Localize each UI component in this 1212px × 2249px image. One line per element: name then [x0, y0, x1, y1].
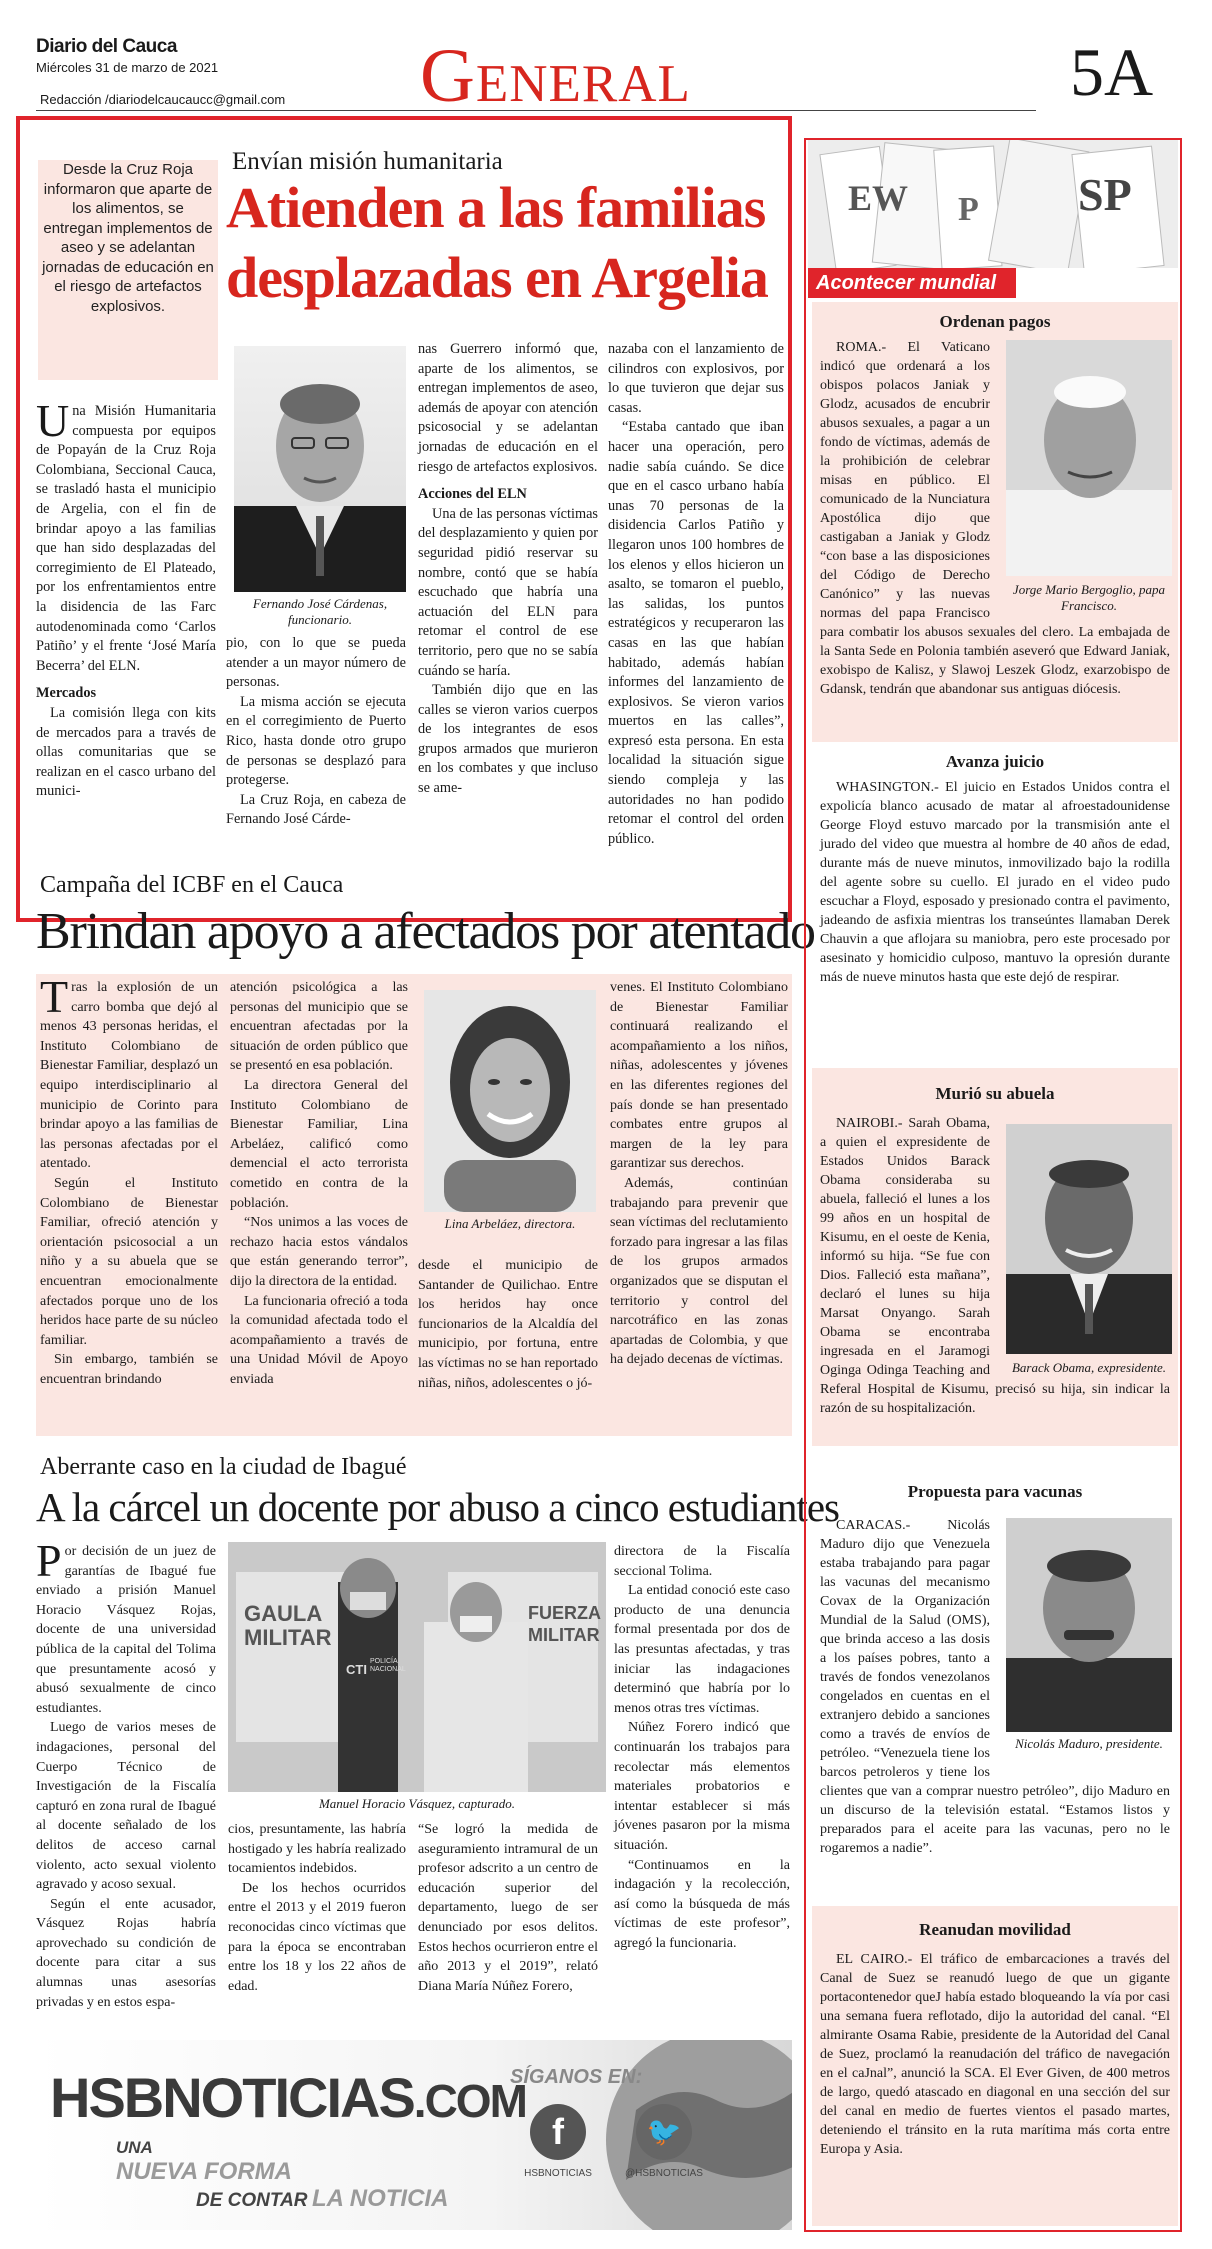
twitter-icon[interactable]: 🐦 — [636, 2104, 692, 2160]
ad-follow-label: SÍGANOS EN: — [510, 2066, 643, 2088]
art1-col1-p1: Una Misión Humanitaria compuesta por equipos de Popayán de la Cruz Roja Colombiana, Seccional Cauca, se trasladó hasta el municipio de Argelia, con el fin de brindar apoyo a las familias que han sido desplazadas del corregimiento de El Plateado, por los enfrentamientos entre la disidencia de las Farc autodenominada como ‘Carlos Patiño’ y el frente ‘José María Becerra’ del ELN. — [36, 395, 216, 674]
ad-brand-noticias: NOTICIAS — [162, 2066, 414, 2129]
portrait-man-icon — [234, 346, 406, 592]
news4-photo-caption: Nicolás Maduro, presidente. — [1015, 1736, 1163, 1751]
art1-col1-p2: La comisión llega con kits de mercados para a través de ollas comunitarias que se realizan en el casco urbano del munici- — [36, 704, 216, 800]
art1-col2-p2: La misma acción se ejecuta en el corregimiento de Puerto Rico, hasta donde otro grupo de personas se desplazó para protegerse. — [226, 693, 406, 789]
svg-text:SP: SP — [1078, 169, 1132, 220]
art2-col1-p3: Sin embargo, también se encuentran brindando — [40, 1352, 218, 1387]
art1-col3 — [418, 340, 598, 799]
art2-col4-p1: venes. El Instituto Colombiano de Bienestar Familiar continuará realizando el acompañamiento a los niños, niñas, adolescentes y jóvenes en las diferentes regiones del país donde se han presentado combates entre grupos al margen de la ley para garantizar sus derechos. — [610, 980, 788, 1172]
art3-col3 — [418, 1820, 598, 1996]
masthead-date: Miércoles 31 de marzo de 2021 — [36, 60, 219, 75]
art1-subhead-eln: Acciones del ELN — [418, 486, 527, 503]
art1-headline-2: desplazadas en Argelia — [226, 245, 768, 310]
art1-pull-quote: Desde la Cruz Roja informaron que aparte de los alimentos, se entregan implementos de aseo y se adelantan jornadas de educación en el riesgo de artefactos explosivos. — [38, 160, 218, 380]
news3-text: NAIROBI.- Sarah Obama, a quien el expresidente de Estados Unidos Barack Obama consideraba su abuela, falleció el lunes a los 99 años en un hospital de Kisumu, en el oeste de Kenia, informó su hija. “Se fue con Dios. Falleció esta mañana”, declaró el lunes su hija Marsat Onyango. Sarah Obama se encontraba ingresada en el Jaramogi Oginga Odinga Teaching and Referal Hospital de Kisumu, precisó su hija, sin indicar la razón de su hospitalización. — [820, 1116, 1170, 1416]
art2-col1-p2: Según el Instituto Colombiano de Bienestar Familiar, ofreció atención y orientación psicosocial a un niño y a su abuela que se encuentran emocionalmente afectados porque uno de los heridos hace parte de su núcleo familiar. — [40, 1175, 218, 1348]
art1-kicker: Envían misión humanitaria — [232, 148, 503, 175]
ad-tag-una: UNA — [116, 2138, 153, 2157]
art1-headline-1: Atienden a las familias — [226, 175, 766, 240]
art3-photo-caption: Manuel Horacio Vásquez, capturado. — [318, 1796, 516, 1811]
art3-kicker: Aberrante caso en la ciudad de Ibagué — [40, 1454, 407, 1480]
art1-col3-p3: También dijo que en las calles se vieron varios cuerpos de los integrantes de esos grupos armados que murieron en los combates y que incluso se ame- — [418, 682, 598, 797]
art1-col1 — [36, 395, 216, 802]
art2-photo-caption: Lina Arbeláez, directora. — [444, 1216, 576, 1231]
art2-kicker: Campaña del ICBF en el Cauca — [40, 872, 344, 898]
art2-col3 — [418, 1256, 598, 1393]
art2-col1 — [40, 971, 218, 1389]
ad-banner[interactable] — [36, 2040, 792, 2230]
art3-col2 — [228, 1820, 406, 1996]
art3-photo — [228, 1542, 606, 1792]
art1-col2-p3: La Cruz Roja, en cabeza de Fernando José Cárde- — [226, 791, 406, 828]
art3-col1 — [36, 1535, 216, 2012]
news2-title: Avanza juicio — [945, 752, 1045, 771]
art1-col4 — [608, 340, 784, 849]
art3-photo-sign-1: GAULA MILITAR — [244, 1601, 332, 1650]
masthead-contact: Redacción /diariodelcaucaucc@gmail.com — [40, 92, 286, 107]
art1-subhead-mercados: Mercados — [36, 685, 97, 702]
ad-tag-la-noticia: LA NOTICIA — [312, 2185, 449, 2212]
art2-col2-p2: La directora General del Instituto Colombiano de Bienestar Familiar, Lina Arbeláez, calificó como demencial el acto terrorista cometido en contra de la población. — [230, 1077, 408, 1211]
art3-col3-p1: “Se logró la medida de aseguramiento intramural de un profesor adscrito a un centro de educación superior del departamento, luego de ser denunciado por esos delitos. Estos hechos ocurrieron entre el año 2013 y el 2019”, relató Diana María Núñez Forero, — [418, 1822, 598, 1994]
sidebar-header-image — [808, 140, 1178, 268]
art3-headline: A la cárcel un docente por abuso a cinco estudiantes — [36, 1484, 839, 1530]
art1-photo — [234, 346, 406, 592]
art3-col4 — [614, 1542, 790, 1953]
art2-col2 — [230, 978, 408, 1389]
ad-tag-nueva-forma: NUEVA FORMA — [116, 2158, 292, 2185]
art2-col2-p3: “Nos unimos a las voces de rechazo hacia estos vándalos que están generando terror”, dijo la directora de la entidad. — [230, 1215, 408, 1289]
art3-col1-p1: Por decisión de un juez de garantías de Ibagué fue enviado a prisión Manuel Horacio Vásquez Rojas, docente de una universidad pública de la capital del Tolima que presuntamente acosó y abusó sexualmente de cinco estudiantes. — [36, 1535, 216, 1716]
news3-photo-caption: Barack Obama, expresidente. — [1011, 1360, 1167, 1375]
art3-photo-police: POLICÍA NACIONAL — [370, 1658, 406, 1673]
news5-text: EL CAIRO.- El tráfico de embarcaciones a través del Canal de Suez se reanudó luego de que un gigante portacontenedor queJ había estado bloqueando la vía por casi una semana fuera reflotado, dijo la autoridad del canal. “El almirante Osama Rabie, presidente de la Autoridad del Canal de Suez, proclamó la reanudación del tráfico de navegación en el caJnal”, anunció la SCA. El Ever Given, de 400 metros de largo, quedó atascado en diagonal en una sección del sur del canal en medio de fuertes vientos el pasado martes, deteniendo el tránsito en la ruta marítima más corta entre Europa y Asia. — [820, 1952, 1170, 2157]
news1-text: ROMA.- El Vaticano indicó que ordenará a los obispos polacos Janiak y Glodz, acusados de encubrir abusos sexuales, a pagar a un fondo de víctimas, además de la prohibición de celebrar misas en público. El comunicado de la Nunciatura Apostólica dijo que castigaban a Janiak y Glodz “con base a las disposiciones del Código de Derecho Canónico” y las nuevas normas del papa Francisco para combatir los abusos sexuales del clero. La embajada de la Santa Sede en Polonia también aseveró que Edward Janiak, exobispo de Kalisz, y Slawoj Leszek Glodz, exarzobispo de Gdansk, tendrán que abandonar sus antiguas diócesis. — [820, 340, 1170, 697]
news4-text: CARACAS.- Nicolás Maduro dijo que Venezuela estaba trabajando para pagar las vacunas del mecanismo Covax de la Organización Mundial de la Salud (OMS), que brinda acceso a las dosis a los países pobres, tanto a través de fondos venezolanos congelados en cuentas en el extranjero debido a sanciones como a través de envíos de petróleo. “Venezuela tiene los barcos petroleros y tiene los clientes que van a comprar nuestro petróleo”, dijo Maduro en un discurso de la televisión estatal. “Estamos listos y preparados para el aceite para las vacunas, pero no le rogaremos a nadie”. — [820, 1518, 1170, 1856]
facebook-icon[interactable]: f — [530, 2104, 586, 2160]
art2-col3-p1: desde el municipio de Santander de Quilichao. Entre los heridos hay once funcionarios de la Alcaldía del municipio, por fortuna, entre las víctimas no se han reportado niñas, niños, adolescentes o jó- — [418, 1258, 599, 1391]
art2-headline: Brindan apoyo a afectados por atentado — [36, 903, 815, 960]
art2-col4 — [610, 978, 788, 1370]
art3-col4-p3: Núñez Forero indicó que continuarán los trabajos para recolectar más elementos materiales probatorios e intentar establecer si más jóvenes pasaron por la misma situación. — [614, 1720, 790, 1853]
art1-col4-p1: nazaba con el lanzamiento de cilindros con explosivos, por lo que tuvieron que dejar sus casas. — [608, 341, 784, 416]
news4-title: Propuesta para vacunas — [907, 1482, 1083, 1501]
art3-col4-p1: directora de la Fiscalía seccional Tolima. — [614, 1544, 790, 1579]
art3-col4-p4: “Continuamos en la indagación y la recolección, así como la búsqueda de más víctimas de este profesor”, agregó la funcionaria. — [614, 1857, 790, 1951]
art1-col2-p1: pio, con lo que se pueda atender a un mayor número de personas. — [226, 635, 406, 691]
news5-title: Reanudan movilidad — [919, 1920, 1071, 1939]
art3-col2-p1: cios, presuntamente, las habría hostigado y les habría realizado tocamientos indebidos. — [228, 1822, 406, 1877]
masthead-paper-name: Diario del Cauca — [36, 36, 177, 57]
section-title: General — [420, 34, 691, 118]
news1-photo-caption: Jorge Mario Bergoglio, papa Francisco. — [1012, 582, 1166, 613]
sidebar-banner: Acontecer mundial — [808, 268, 1016, 298]
ad-fb-handle: HSBNOTICIAS — [524, 2168, 592, 2179]
art3-col4-p2: La entidad conoció este caso producto de una denuncia formal presentada por dos de las presuntas afectadas, y tras iniciar las indagaciones determinó que habría por lo menos otras tres víctimas. — [614, 1583, 790, 1716]
news1-title: Ordenan pagos — [939, 312, 1051, 331]
art3-photo-sign-2: FUERZA MILITAR — [528, 1603, 601, 1645]
art2-photo — [424, 990, 596, 1212]
svg-text:P: P — [958, 191, 979, 228]
newspapers-icon — [808, 140, 1178, 268]
news2-text: WHASINGTON.- El juicio en Estados Unidos contra el expolicía blanco acusado de matar al afroestadounidense George Floyd estuvo marcado por la transmisión ante el jurado del video que muestra al hombre de 40 años de edad, durante más de nueve minutos, inmovilizado bajo la rodilla del agente sobre su cuello. El jurado en el video pudo escuchar a Floyd, esposado y presionado contra el pavimento, jadeando de asfixia mientras los transeúntes llamaban Derek Chauvin a que aflojara su maniobra, pero este procesado por asesinato y homicidio culposo, mantuvo la opresión durante más de nueve minutos hasta que este dejó de respirar. — [820, 780, 1170, 985]
art3-col2-p2: De los hechos ocurridos entre el 2013 y el 2019 fueron reconocidas cinco víctimas que para la época se encontraban entre los 18 y los 22 años de edad. — [228, 1880, 406, 1994]
page-number: 5A — [1070, 34, 1154, 110]
news3-title: Murió su abuela — [935, 1084, 1055, 1103]
svg-text:EW: EW — [848, 178, 909, 218]
portrait-woman-icon — [424, 990, 596, 1212]
art2-col2-p4: La funcionaria ofreció a toda la comunidad afectada todo el acompañamiento a través de una Unidad Móvil de Apoyo enviada — [230, 1293, 408, 1387]
art2-col1-p1: Tras la explosión de un carro bomba que dejó al menos 43 personas heridas, el Instituto Colombiano de Bienestar Familiar, desplazó un equipo interdisciplinario al municipio de Corinto para brindar apoyo a las familias de las personas afectadas por el atentado. — [40, 971, 218, 1172]
art3-col1-p3: Según el ente acusador, Vásquez Rojas habría aprovechado su condición de docente para citar a sus alumnas unas asesorías privadas y en estos espa- — [36, 1896, 216, 2010]
arrest-photo-icon — [228, 1542, 606, 1792]
art1-col4-p2: “Estaba cantado que iban hacer una operación, pero nadie sabía cuándo. Se dice que en el casco urbano había unas 70 personas de la disidencia Carlos Patiño y llegaron unos 100 hombres de los elenos y ellos hicieron un asalto, se tomaron el pueblo, las salidas, los puntos estratégicos y recuperaron las casas en las que habían habitado, además habían informes del lanzamiento de explosivos. Se vieron varios muertos en las calles”, expresó esta persona. En esta localidad la situación sigue siendo compleja y las autoridades no han podido retomar el control del orden público. — [608, 419, 784, 847]
art1-col2 — [226, 634, 406, 830]
art1-col3-p2: Una de las personas víctimas del desplazamiento y quien por seguridad pidió reservar su nombre, contó que se había escuchado que habría una actuación del ELN para retomar el control de ese territorio, pero que no se sabía cuándo se haría. — [418, 505, 598, 679]
art2-col2-p1: atención psicológica a las personas del municipio que se encuentran afectadas por la situación de orden público que se presentó en esa población. — [230, 980, 408, 1074]
ad-tag-de-contar: DE CONTAR — [196, 2190, 308, 2211]
art1-photo-caption: Fernando José Cárdenas, funcionario. — [252, 596, 388, 627]
art1-col3-p1: nas Guerrero informó que, aparte de los alimentos, se entregan implementos de aseo, además de apoyar con atención psicosocial y se adelantan jornadas de educación en el riesgo de artefactos explosivos. — [418, 341, 598, 475]
ad-brand — [50, 2068, 526, 2131]
ad-tagline — [116, 2136, 448, 2214]
art3-col1-p2: Luego de varios meses de indagaciones, personal del Cuerpo Técnico de Investigación de la Fiscalía capturó en zona rural de Ibagué al docente señalado de los delitos de acceso carnal violento, acto sexual violento agravado y acoso sexual. — [36, 1720, 216, 1893]
art3-photo-cti: CTI — [346, 1662, 367, 1677]
ad-tw-handle: @HSBNOTICIAS — [625, 2168, 703, 2179]
art2-col4-p2: Además, continúan trabajando para prevenir que sean víctimas del reclutamiento forzado para ingresar a las filas de los grupos armados organizados que se disputan el territorio y control del narcotráfico en las zonas apartadas de Colombia, y que ha dejado decenas de víctimas. — [610, 1175, 788, 1368]
ad-brand-com: .COM — [413, 2075, 526, 2127]
ad-brand-hsb: HSB — [50, 2066, 163, 2129]
